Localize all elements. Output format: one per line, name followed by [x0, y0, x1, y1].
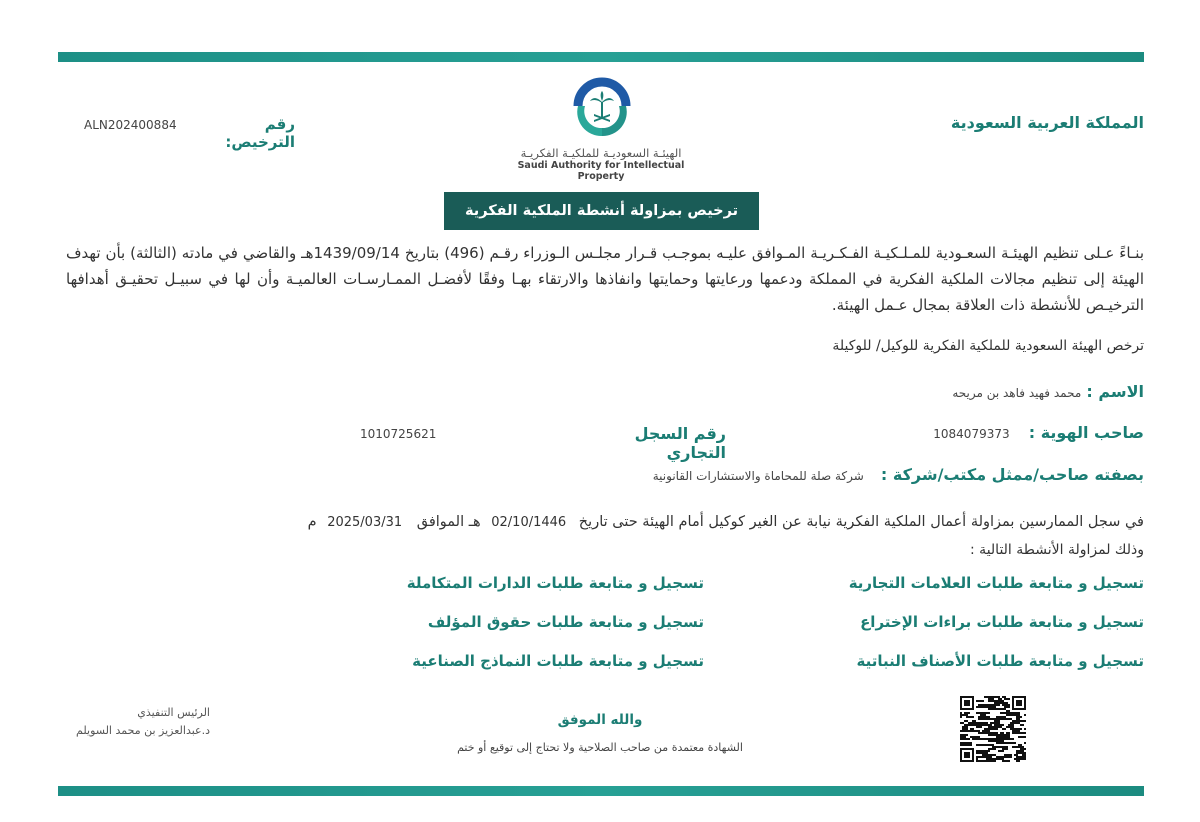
holder-id-row: [933, 423, 1144, 442]
top-border-bar: [58, 52, 1144, 62]
gregorian-suffix: م: [307, 514, 317, 530]
activity-item: تسجيل و متابعة طلبات النماذج الصناعية: [412, 652, 704, 670]
bottom-border-bar: [58, 786, 1144, 796]
activity-item: تسجيل و متابعة طلبات الدارات المتكاملة: [406, 574, 704, 592]
commercial-register-label: رقم السجل التجاري: [634, 424, 726, 462]
hijri-date: 02/10/1446: [491, 515, 567, 530]
capacity-row: [653, 465, 1144, 484]
name-value: محمد فهيد فاهد بن مريحه: [952, 386, 1082, 400]
gregorian-date: 2025/03/31: [327, 515, 403, 530]
saip-logo-icon: [562, 74, 642, 144]
activity-item: تسجيل و متابعة طلبات العلامات التجارية: [848, 574, 1144, 592]
signatory-title: الرئيس التنفيذي: [137, 706, 210, 719]
hijri-suffix: هـ الموافق: [416, 514, 481, 530]
certificate-note: الشهادة معتمدة من صاحب الصلاحية ولا تحتاج إلى توقيع أو ختم: [457, 741, 743, 754]
license-number-value: ALN202400884: [84, 118, 177, 132]
org-name-arabic: الهيئـة السعوديـة للملكيـة الفكريـة: [520, 146, 682, 160]
qr-code-icon[interactable]: [958, 694, 1028, 764]
capacity-label: بصفته صاحب/ممثل مكتب/شركة :: [880, 465, 1144, 484]
capacity-value: شركة صلة للمحاماة والاستشارات القانونية: [652, 469, 864, 483]
holder-name-row: [952, 382, 1144, 401]
activities-intro: وذلك لمزاولة الأنشطة التالية :: [970, 542, 1144, 558]
license-number-label: رقم الترخيص:: [225, 115, 295, 151]
org-name-english: Saudi Authority for Intellectual Property: [517, 160, 685, 182]
name-label: الاسم :: [1086, 382, 1144, 401]
certificate-title: ترخيص بمزاولة أنشطة الملكية الفكرية: [444, 192, 759, 230]
commercial-register-value: 1010725621: [360, 427, 437, 441]
activity-item: تسجيل و متابعة طلبات الأصناف النباتية: [856, 652, 1144, 670]
preamble-paragraph: بنـاءً عـلى تنظيم الهيئـة السعـودية للمـلـكيـة الفـكـريـة المـوافق عليـه بموجـب قـرار مجلـس الـوزراء رقـم (496) بتاريخ 1439/09/14هـ والقاضي في مادته (الثالثة) بأن تهدف الهيئة إلى تنظيم مجالات الملكية الفكرية في المملكة ودعمها ورعايتها وحمايتها وانفاذها والارتقاء بهـا وفقًا لأفضـل الممـارسـات العالميـة وأن لها في سبيـل تحقيـق أهدافها الترخيـص للأنشطة ذات العلاقة بمجال عـمل الهيئة.: [66, 244, 1144, 314]
activity-item: تسجيل و متابعة طلبات حقوق المؤلف: [427, 613, 704, 631]
id-label: صاحب الهوية :: [1028, 423, 1144, 442]
kingdom-name: المملكة العربية السعودية: [950, 113, 1144, 132]
registration-text: في سجل الممارسين بمزاولة أعمال الملكية الفكرية نيابة عن الغير كوكيل أمام الهيئة حتى تاريخ: [578, 514, 1144, 530]
closing-phrase: والله الموفق: [557, 712, 643, 728]
registration-line: [144, 514, 1144, 530]
id-value: 1084079373: [933, 427, 1010, 441]
signatory-name: د.عبدالعزيز بن محمد السويلم: [76, 724, 210, 737]
grant-line: ترخص الهيئة السعودية للملكية الفكرية للوكيل/ للوكيلة: [832, 338, 1144, 354]
activity-item: تسجيل و متابعة طلبات براءات الإختراع: [860, 613, 1144, 631]
